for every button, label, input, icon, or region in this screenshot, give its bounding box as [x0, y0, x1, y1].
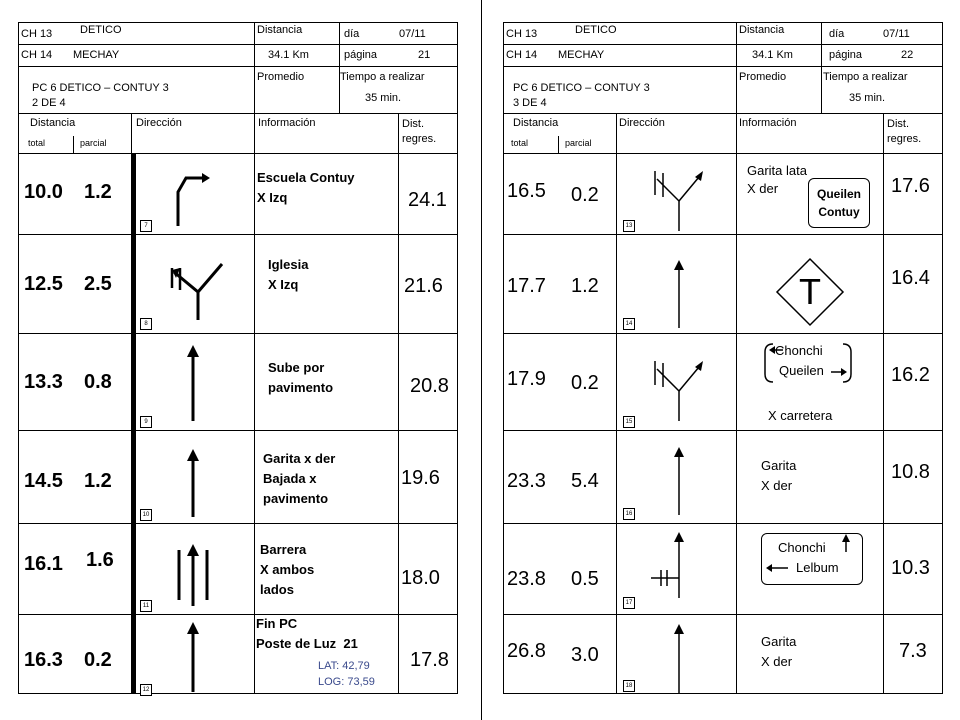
- fork-left-arrow-icon: [158, 250, 238, 330]
- row15-regres: 16.2: [891, 364, 930, 386]
- row3-total: 13.3: [24, 371, 63, 393]
- row13-number: 13: [623, 220, 635, 232]
- ch2-name: MECHAY: [558, 49, 605, 61]
- row6-total: 16.3: [24, 649, 63, 671]
- barrier-both-sides-icon: [173, 540, 213, 610]
- pagina-label: página: [829, 49, 863, 61]
- row6-info: Fin PC Poste de Luz 21: [256, 616, 358, 651]
- straight-arrow-icon: [183, 343, 203, 423]
- row18-regres: 7.3: [899, 640, 927, 662]
- row3-number: 9: [140, 416, 152, 428]
- row15-parcial: 0.2: [571, 372, 599, 394]
- row17-parcial: 0.5: [571, 568, 599, 590]
- ch1-name: DETICO: [80, 24, 122, 36]
- straight-arrow-icon: [669, 258, 689, 328]
- intersection-t-sign-icon: [775, 257, 845, 327]
- straight-arrow-icon: [669, 622, 689, 692]
- row14-parcial: 1.2: [571, 275, 599, 297]
- row6-regres: 17.8: [410, 649, 449, 671]
- row5-number: 11: [140, 600, 152, 612]
- page-frame: [503, 22, 943, 694]
- promedio-label: Promedio: [739, 71, 787, 83]
- row4-regres: 19.6: [401, 467, 440, 489]
- row2-number: 8: [140, 318, 152, 330]
- row2-parcial: 2.5: [84, 273, 112, 295]
- straight-arrow-icon: [183, 620, 203, 690]
- distancia-value: 34.1 Km: [268, 49, 309, 61]
- pc-line1: PC 6 DETICO – CONTUY 3: [32, 82, 169, 94]
- page-divider: [481, 0, 482, 720]
- col-direccion: Dirección: [136, 117, 182, 129]
- sign-line1: Queilen: [816, 187, 861, 201]
- sign-queilen-contuy: [808, 178, 870, 228]
- row5-info: Barrera X ambos lados: [260, 542, 315, 597]
- fork-right-icon: [641, 155, 721, 235]
- row16-info: Garita X der: [761, 458, 797, 493]
- row5-parcial: 1.6: [86, 549, 114, 571]
- col-divider-regres: [883, 113, 884, 694]
- col-divider-total: [73, 136, 74, 153]
- row15-info: X carretera: [768, 408, 833, 423]
- col-informacion: Información: [258, 117, 316, 129]
- pagina-label: página: [344, 49, 378, 61]
- row18-number: 18: [623, 680, 635, 692]
- ch1-label: CH 13: [21, 28, 53, 40]
- promedio-label: Promedio: [257, 71, 305, 83]
- distancia-value: 34.1 Km: [752, 49, 793, 61]
- row6-parcial: 0.2: [84, 649, 112, 671]
- row18-total: 26.8: [507, 640, 546, 662]
- col-distancia: Distancia: [513, 117, 559, 129]
- col-informacion: Información: [739, 117, 797, 129]
- row17-total: 23.8: [507, 568, 546, 590]
- col-divider-info: [254, 113, 255, 694]
- sign-line2: Lelbum: [796, 560, 839, 575]
- roadbook-page-right: [503, 0, 943, 720]
- ch2-label: CH 14: [21, 49, 53, 61]
- row2-info: Iglesia X Izq: [268, 257, 309, 292]
- pc-line1: PC 6 DETICO – CONTUY 3: [513, 82, 650, 94]
- t-sign-text: T: [799, 271, 821, 312]
- tiempo-value: 35 min.: [849, 92, 886, 104]
- turn-right-arrow-icon: [168, 170, 228, 240]
- row16-regres: 10.8: [891, 461, 930, 483]
- ch2-name: MECHAY: [73, 49, 120, 61]
- row13-total: 16.5: [507, 180, 546, 202]
- ch1-name: DETICO: [575, 24, 617, 36]
- straight-arrow-icon: [183, 447, 203, 517]
- row3-info: Sube por pavimento: [268, 360, 334, 395]
- row13-parcial: 0.2: [571, 184, 599, 206]
- pagina-value: 21: [418, 49, 431, 61]
- row2-regres: 21.6: [404, 275, 443, 297]
- col-direccion: Dirección: [619, 117, 665, 129]
- straight-arrow-icon: [669, 445, 689, 515]
- dia-value: 07/11: [399, 28, 426, 40]
- tiempo-value: 35 min.: [365, 92, 402, 104]
- col-distancia: Distancia: [30, 117, 76, 129]
- straight-crossing-icon: [651, 530, 691, 600]
- dia-label: día: [829, 28, 845, 40]
- distancia-label: Distancia: [739, 24, 785, 36]
- col-divider-dist: [616, 113, 617, 694]
- pagina-value: 22: [901, 49, 914, 61]
- row17-regres: 10.3: [891, 557, 930, 579]
- page-frame: [18, 22, 458, 694]
- col-parcial: parcial: [80, 138, 107, 148]
- lat-label: LAT: 42,79: [318, 660, 370, 672]
- row4-number: 10: [140, 509, 152, 521]
- sign-line2: Contuy: [818, 205, 860, 219]
- distancia-label: Distancia: [257, 24, 303, 36]
- row14-number: 14: [623, 318, 635, 330]
- row1-parcial: 1.2: [84, 181, 112, 203]
- row18-parcial: 3.0: [571, 644, 599, 666]
- row14-regres: 16.4: [891, 267, 930, 289]
- row1-regres: 24.1: [408, 189, 447, 211]
- row17-number: 17: [623, 597, 635, 609]
- col-dist-regres: Dist. regres.: [402, 118, 437, 145]
- row2-total: 12.5: [24, 273, 63, 295]
- row15-number: 15: [623, 416, 635, 428]
- col-total: total: [511, 138, 529, 148]
- col-total: total: [28, 138, 46, 148]
- roadbook-page-left: [18, 0, 458, 720]
- row5-total: 16.1: [24, 553, 63, 575]
- row1-number: 7: [140, 220, 152, 232]
- row4-total: 14.5: [24, 470, 63, 492]
- col-dist-regres: Dist. regres.: [887, 118, 922, 145]
- row16-number: 16: [623, 508, 635, 520]
- col-divider-regres: [398, 113, 399, 694]
- col-parcial: parcial: [565, 138, 592, 148]
- row4-info: Garita x der Bajada x pavimento: [263, 451, 336, 506]
- row3-parcial: 0.8: [84, 371, 112, 393]
- row1-total: 10.0: [24, 181, 63, 203]
- ch1-label: CH 13: [506, 28, 538, 40]
- row16-parcial: 5.4: [571, 470, 599, 492]
- row6-number: 12: [140, 684, 152, 696]
- row14-total: 17.7: [507, 275, 546, 297]
- col-divider-total: [558, 136, 559, 153]
- row16-total: 23.3: [507, 470, 546, 492]
- row5-regres: 18.0: [401, 567, 440, 589]
- sign-line1: Chonchi: [775, 343, 823, 358]
- row18-info: Garita X der: [761, 634, 797, 669]
- sign-chonchi-queilen: [761, 340, 855, 386]
- tiempo-label: Tiempo a realizar: [340, 71, 425, 83]
- pc-line2: 2 DE 4: [32, 97, 66, 109]
- sign-line1: Chonchi: [778, 540, 826, 555]
- log-label: LOG: 73,59: [318, 676, 375, 688]
- dia-label: día: [344, 28, 360, 40]
- col-divider-info: [736, 113, 737, 694]
- row3-regres: 20.8: [410, 375, 449, 397]
- dia-value: 07/11: [883, 28, 910, 40]
- fork-right-icon: [641, 345, 721, 425]
- row13-info: Garita lata X der: [747, 163, 807, 196]
- sign-chonchi-lelbum: [761, 533, 863, 585]
- row13-regres: 17.6: [891, 175, 930, 197]
- pc-line2: 3 DE 4: [513, 97, 547, 109]
- ch2-label: CH 14: [506, 49, 538, 61]
- row15-total: 17.9: [507, 368, 546, 390]
- row4-parcial: 1.2: [84, 470, 112, 492]
- row1-info: Escuela Contuy X Izq: [257, 170, 355, 205]
- sign-line2: Queilen: [779, 363, 824, 378]
- tiempo-label: Tiempo a realizar: [823, 71, 908, 83]
